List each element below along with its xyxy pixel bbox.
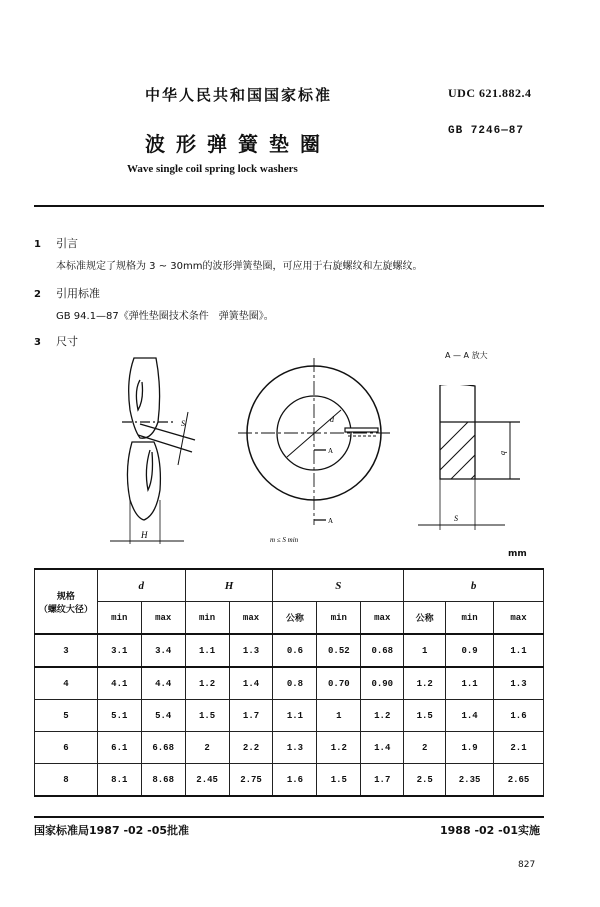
dimensions-table (34, 568, 544, 797)
spec-header-line2: （螺纹大径） (38, 604, 93, 615)
cell: 1.3 (273, 732, 317, 764)
cell: 3.1 (97, 634, 141, 667)
cell: 1.1 (273, 700, 317, 732)
cell-spec: 8 (35, 764, 98, 797)
cell: 0.8 (273, 667, 317, 700)
side-view-drawing (100, 350, 225, 550)
gap-note: m ≤ S min (270, 536, 299, 544)
cell: 1.5 (185, 700, 229, 732)
cell: 8.1 (97, 764, 141, 797)
cell: 1 (317, 700, 361, 732)
cell: 4.1 (97, 667, 141, 700)
section-3 (34, 330, 78, 349)
cell: 4.4 (141, 667, 185, 700)
section-2-text: GB 94.1—87《弹性垫圈技术条件 弹簧垫圈》。 (56, 311, 274, 322)
cell: 1 (404, 634, 446, 667)
cell: 1.9 (446, 732, 494, 764)
section-1 (34, 232, 78, 251)
cell: 1.2 (361, 700, 404, 732)
subheader: max (229, 602, 273, 635)
section-heading: 引用标准 (56, 287, 101, 300)
cell: 2 (404, 732, 446, 764)
subheader: 公称 (273, 602, 317, 635)
subheader: min (97, 602, 141, 635)
diameter-label: d (330, 415, 334, 424)
cell: 5.4 (141, 700, 185, 732)
udc-code: UDC 621.882.4 (448, 86, 532, 100)
subheader: max (494, 602, 544, 635)
approval-date: 国家标准局1987 -02 -05批准 (34, 824, 190, 837)
cell: 1.2 (404, 667, 446, 700)
group-header-S: S (273, 569, 404, 602)
section-2 (34, 282, 100, 301)
section-number: 1 (34, 239, 41, 250)
cell: 1.7 (361, 764, 404, 797)
subheader: max (141, 602, 185, 635)
cell: 1.4 (229, 667, 273, 700)
cell: 8.68 (141, 764, 185, 797)
table-row (35, 732, 544, 764)
footer-divider (34, 816, 544, 818)
page-title: 波形弹簧垫圈 (145, 132, 331, 156)
section-heading: 尺寸 (56, 335, 79, 348)
cell: 1.4 (361, 732, 404, 764)
subheader: max (361, 602, 404, 635)
cell: 0.9 (446, 634, 494, 667)
cell: 1.3 (229, 634, 273, 667)
cell: 1.5 (317, 764, 361, 797)
cell: 1.7 (229, 700, 273, 732)
cell: 0.68 (361, 634, 404, 667)
cell-spec: 5 (35, 700, 98, 732)
group-header-b: b (404, 569, 544, 602)
cell: 1.2 (317, 732, 361, 764)
width-label: b (499, 451, 508, 455)
cell-spec: 4 (35, 667, 98, 700)
effective-date: 1988 -02 -01实施 (440, 824, 541, 837)
cell: 2.45 (185, 764, 229, 797)
section-view-title: A — A 放大 (445, 351, 488, 360)
top-view-drawing (230, 350, 410, 550)
cell-spec: 6 (35, 732, 98, 764)
cell: 1.3 (494, 667, 544, 700)
gb-number: GB 7246—87 (448, 125, 525, 137)
cell: 2.35 (446, 764, 494, 797)
page-number: 827 (518, 860, 536, 870)
cell: 1.6 (494, 700, 544, 732)
standard-type: 中华人民共和国国家标准 (145, 86, 333, 104)
section-1-text: 本标准规定了规格为 3 ~ 30mm的波形弹簧垫圈，可应用于右旋螺纹和左旋螺纹。 (56, 261, 423, 272)
cell: 1.1 (494, 634, 544, 667)
cell: 2.2 (229, 732, 273, 764)
cell: 3.4 (141, 634, 185, 667)
section-number: 3 (34, 337, 41, 348)
cell: 6.1 (97, 732, 141, 764)
page-title-english: Wave single coil spring lock washers (127, 163, 298, 175)
cell: 2 (185, 732, 229, 764)
cell: 1.2 (185, 667, 229, 700)
section-heading: 引言 (56, 237, 79, 250)
table-row (35, 700, 544, 732)
cell: 0.90 (361, 667, 404, 700)
cell: 1.5 (404, 700, 446, 732)
cell: 0.52 (317, 634, 361, 667)
cell-spec: 3 (35, 634, 98, 667)
cell: 0.70 (317, 667, 361, 700)
table-row (35, 667, 544, 700)
cell: 0.6 (273, 634, 317, 667)
subheader: min (317, 602, 361, 635)
section-view-drawing (405, 385, 525, 535)
subheader: min (185, 602, 229, 635)
cell: 2.65 (494, 764, 544, 797)
cell: 1.1 (446, 667, 494, 700)
group-header-d: d (97, 569, 185, 602)
table-row (35, 634, 544, 667)
cell: 2.5 (404, 764, 446, 797)
unit-label: mm (508, 549, 527, 559)
section-marker-top: A (328, 447, 334, 455)
thickness-label: S (181, 419, 185, 428)
section-number: 2 (34, 289, 41, 300)
cell: 1.6 (273, 764, 317, 797)
header-divider (34, 205, 544, 207)
table-row (35, 764, 544, 797)
section-thickness-label: S (454, 514, 458, 523)
cell: 2.1 (494, 732, 544, 764)
cell: 1.1 (185, 634, 229, 667)
height-label: H (141, 530, 148, 540)
cell: 1.4 (446, 700, 494, 732)
spec-header-line1: 规格 (56, 591, 75, 602)
subheader: 公称 (404, 602, 446, 635)
cell: 6.68 (141, 732, 185, 764)
spec-header (35, 569, 98, 634)
cell: 2.75 (229, 764, 273, 797)
cell: 5.1 (97, 700, 141, 732)
group-header-H: H (185, 569, 273, 602)
section-marker-bottom: A (328, 517, 334, 525)
subheader: min (446, 602, 494, 635)
